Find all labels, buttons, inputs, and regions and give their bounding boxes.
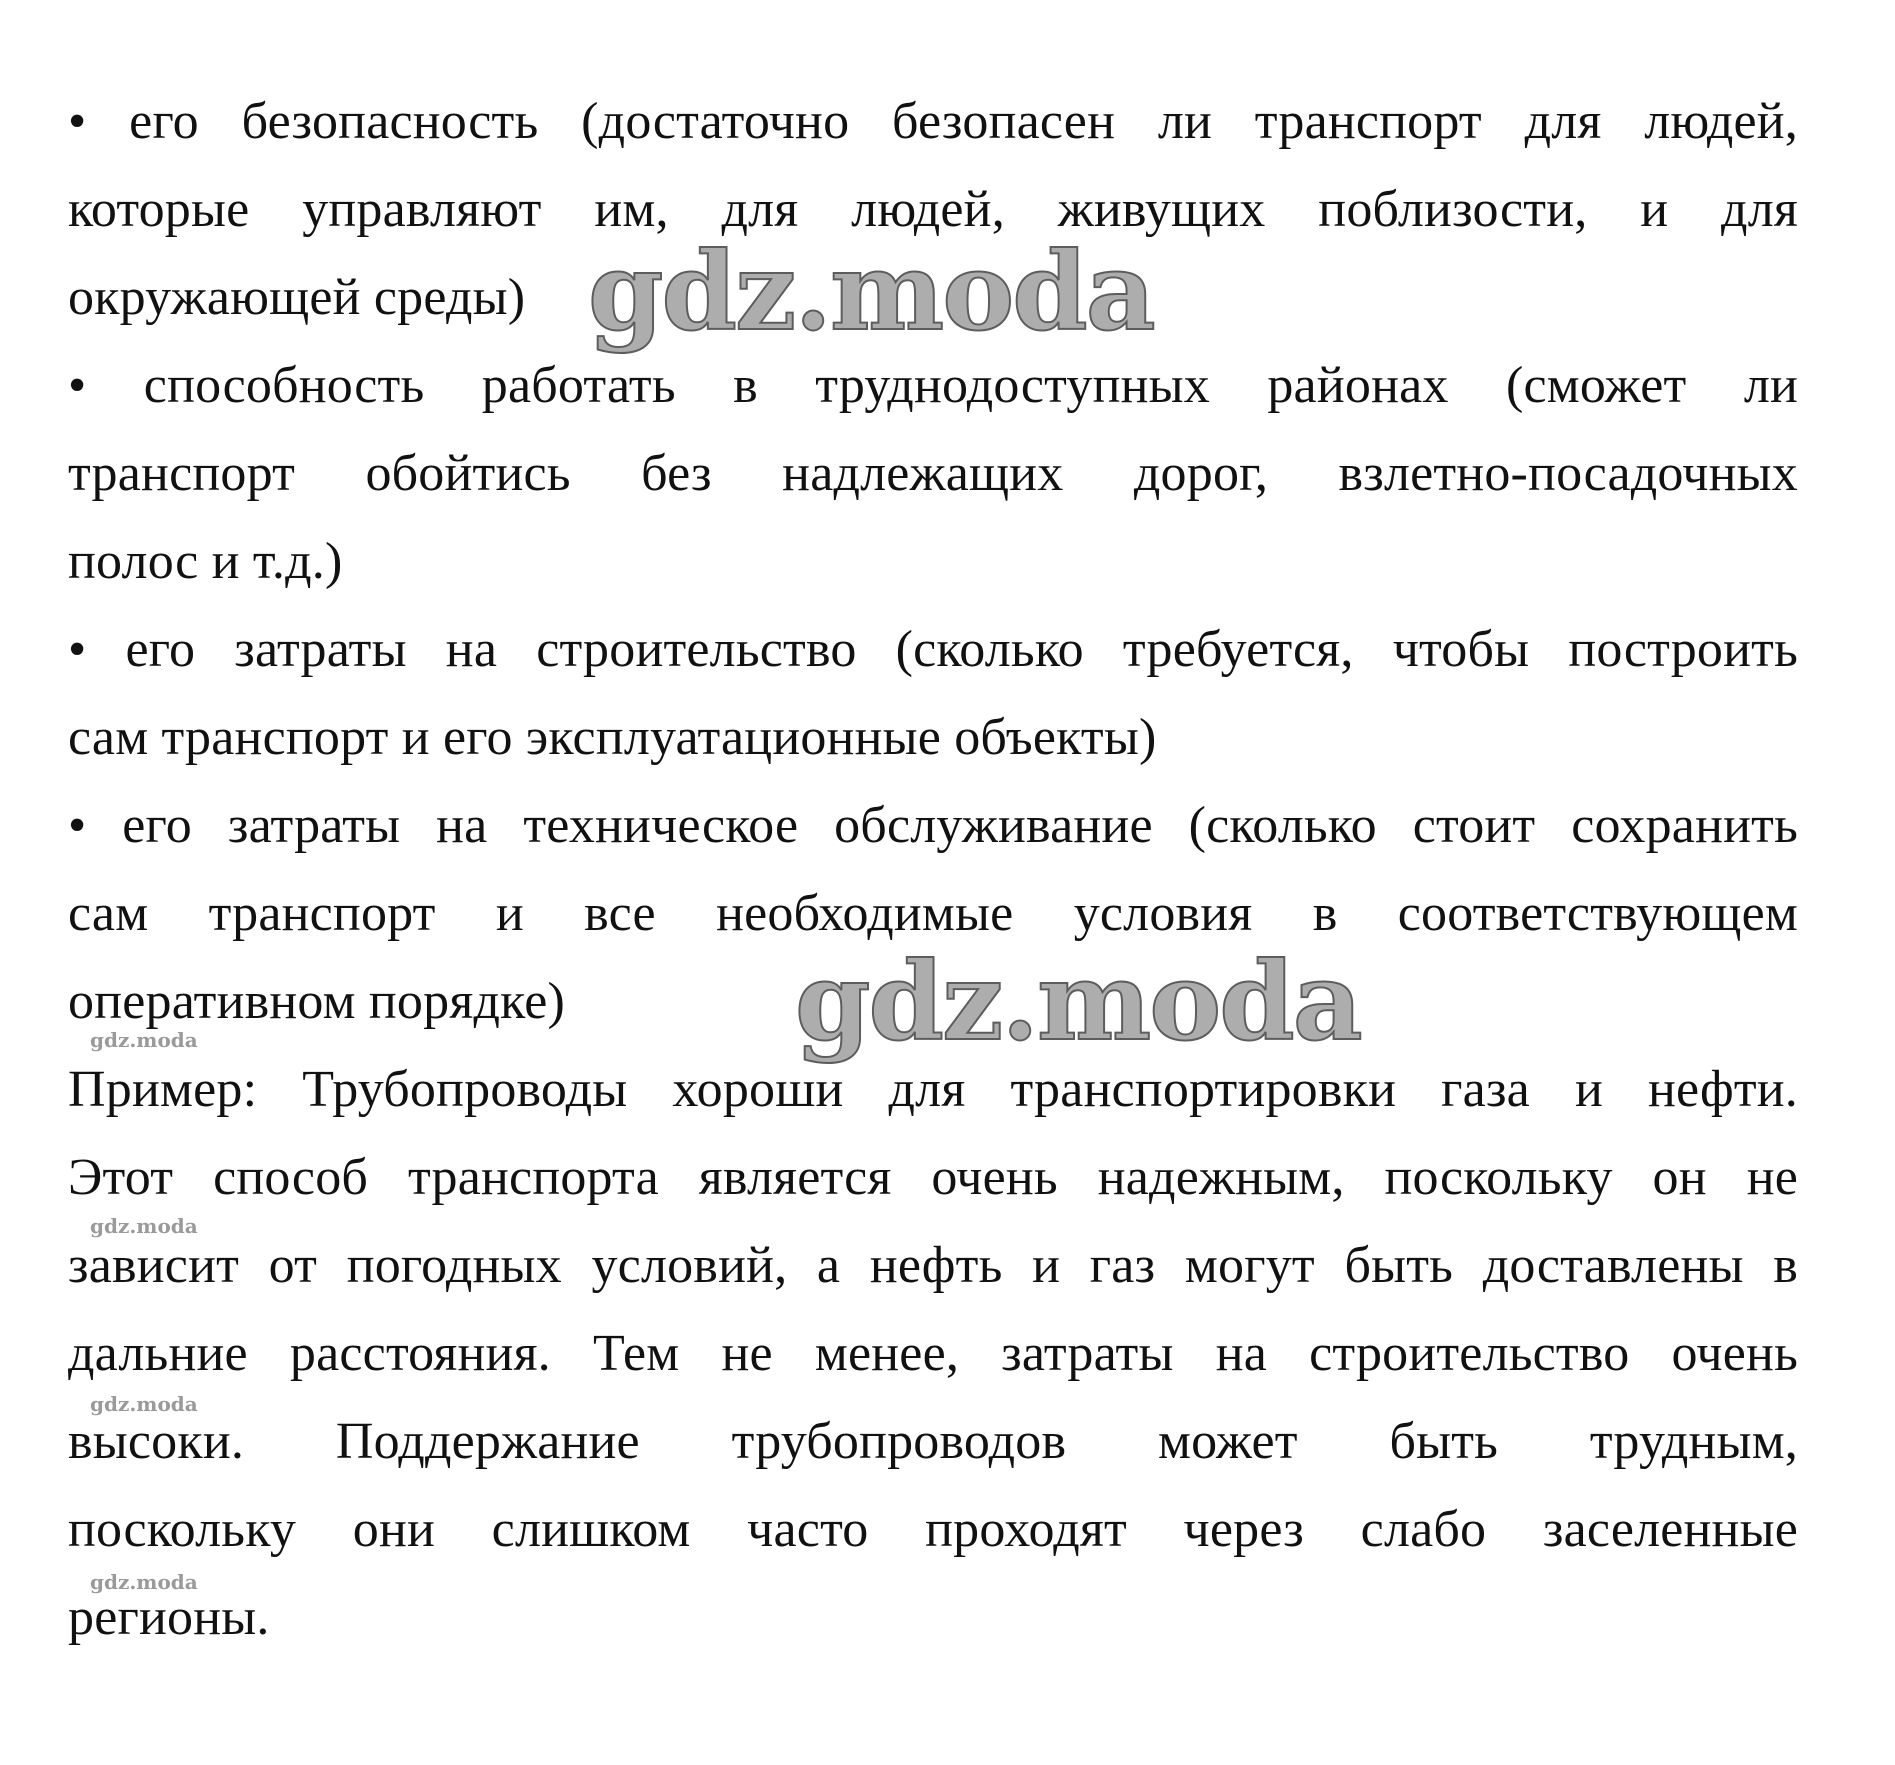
text-line: регионы.	[68, 1589, 270, 1646]
text-line: дальние расстояния. Тем не менее, затраты на строительство очень	[68, 1325, 1798, 1382]
text-line: Пример: Трубопроводы хороши для транспортировки газа и нефти.	[68, 1061, 1798, 1118]
text-line: • его затраты на техническое обслуживание (сколько стоит сохранить	[68, 797, 1798, 854]
text-line: сам транспорт и все необходимые условия в соответствующем	[68, 885, 1798, 942]
text-line: Этот способ транспорта является очень надежным, поскольку он не	[68, 1149, 1798, 1206]
watermark-large: gdz.moda	[795, 939, 1361, 1065]
text-line: которые управляют им, для людей, живущих поблизости, и для	[68, 181, 1798, 238]
text-line: окружающей среды)	[68, 269, 526, 326]
text-line: зависит от погодных условий, а нефть и газ могут быть доставлены в	[68, 1237, 1798, 1294]
text-line: транспорт обойтись без надлежащих дорог, взлетно-посадочных	[68, 445, 1798, 502]
text-line: • способность работать в труднодоступных районах (сможет ли	[68, 357, 1798, 414]
text-line: высоки. Поддержание трубопроводов может быть трудным,	[68, 1413, 1798, 1470]
text-line: • его безопасность (достаточно безопасен ли транспорт для людей,	[68, 93, 1798, 150]
text-line: • его затраты на строительство (сколько требуется, чтобы построить	[68, 621, 1798, 678]
watermark-small: gdz.moda	[90, 1214, 198, 1238]
text-line: полос и т.д.)	[68, 533, 343, 590]
watermark-large: gdz.moda	[588, 229, 1154, 355]
text-line: сам транспорт и его эксплуатационные объекты)	[68, 709, 1157, 766]
text-line: поскольку они слишком часто проходят через слабо заселенные	[68, 1501, 1798, 1558]
text-line: оперативном порядке)	[68, 973, 566, 1030]
watermark-small: gdz.moda	[90, 1028, 198, 1052]
watermark-small: gdz.moda	[90, 1570, 198, 1594]
watermark-small: gdz.moda	[90, 1392, 198, 1416]
